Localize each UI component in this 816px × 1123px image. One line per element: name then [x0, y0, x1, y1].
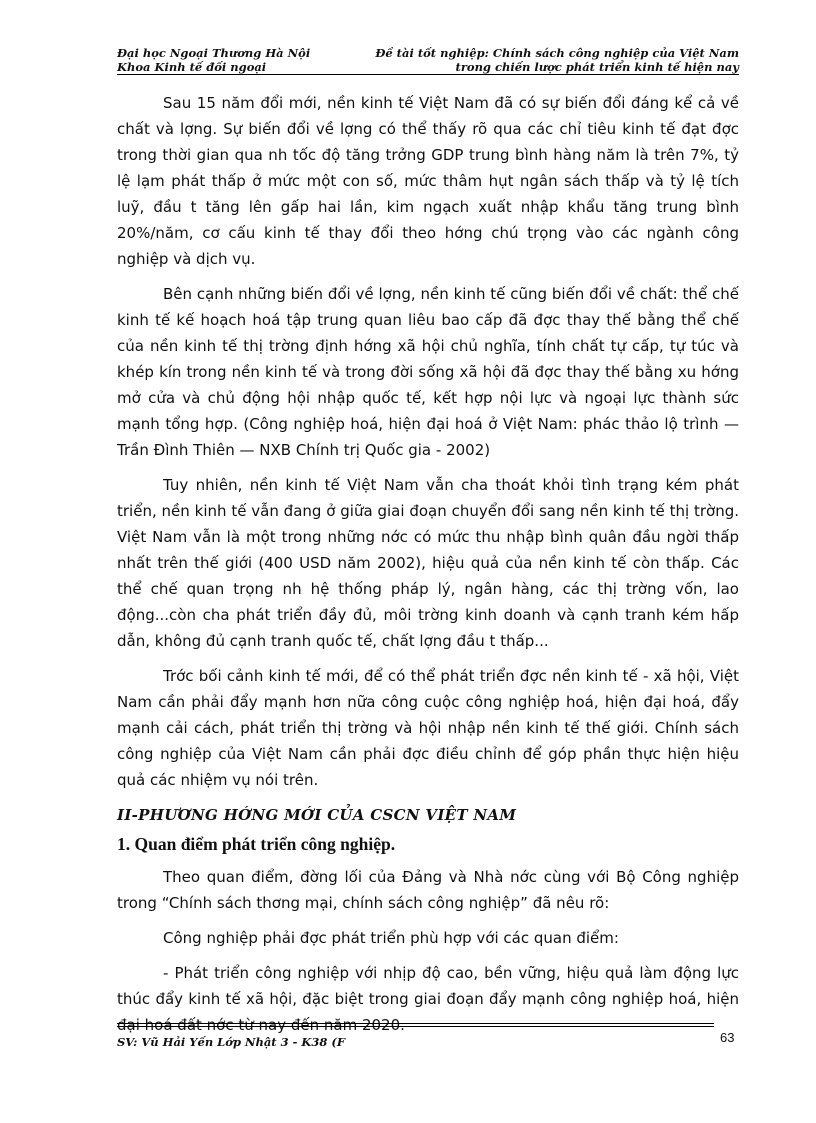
paragraph-2: Bên cạnh những biến đổi về lợng, nền kinh tế cũng biến đổi về chất: thể chế kinh tế kế hoạch hoá tập trung quan liêu bao cấp đã đợc thay thế bằng thể chế của nền kinh tế thị trờng định hớng xã hội chủ nghĩa, tính chất tự cấp, tự túc và khép kín trong nền kinh tế và trong đời sống xã hội đã đợc thay thế bằng xu hớng mở cửa và chủ động hội nhập quốc tế, kết hợp nội lực và ngoại lực thành sức mạnh tổng hợp. (Công nghiệp hoá, hiện đại hoá ở Việt Nam: phác thảo lộ trình — Trần Đình Thiên — NXB Chính trị Quốc gia - 2002) [117, 285, 739, 459]
header-thesis-subtitle: trong chiến lược phát triển kinh tế hiện nay [455, 60, 739, 74]
paragraph-5: Theo quan điểm, đờng lối của Đảng và Nhà nớc cùng với Bộ Công nghiệp trong “Chính sách thơng mại, chính sách công nghiệp” đã nêu rõ: [117, 868, 739, 912]
header-rule [117, 74, 739, 75]
footer-author: SV: Vũ Hải Yến Lớp Nhật 3 - K38 (F [117, 1035, 346, 1049]
paragraph-3: Tuy nhiên, nền kinh tế Việt Nam vẫn cha thoát khỏi tình trạng kém phát triển, nền kinh tế vẫn đang ở giữa giai đoạn chuyển đổi sang nền kinh tế thị trờng. Việt Nam vẫn là một trong những nớc có mức thu nhập bình quân đầu ngời thấp nhất trên thế giới (400 USD năm 2002), hiệu quả của nền kinh tế còn thấp. Các thể chế quan trọng nh hệ thống pháp lý, ngân hàng, các thị trờng vốn, lao động...còn cha phát triển đầy đủ, môi trờng kinh doanh và cạnh tranh kém hấp dẫn, không đủ cạnh tranh quốc tế, chất lợng đầu t thấp... [117, 476, 739, 650]
page-number: 63 [720, 1030, 735, 1045]
header-university: Đại học Ngoại Thương Hà Nội [117, 46, 311, 60]
document-body [117, 90, 739, 1047]
paragraph-1: Sau 15 năm đổi mới, nền kinh tế Việt Nam đã có sự biến đổi đáng kể cả về chất và lợng. Sự biến đổi về lợng có thể thấy rõ qua các chỉ tiêu kinh tế đạt đợc trong thời gian qua nh tốc độ tăng trởng GDP trung bình hàng năm là trên 7%, tỷ lệ lạm phát thấp ở mức một con số, mức thâm hụt ngân sách thấp và tỷ lệ tích luỹ, đầu t tăng lên gấp hai lần, kim ngạch xuất nhập khẩu tăng trung bình 20%/năm, cơ cấu kinh tế thay đổi theo hớng chú trọng vào các ngành công nghiệp và dịch vụ. [117, 94, 739, 268]
section-heading: II-PHƯƠNG HỚNG MỚI CỦA CSCN VIỆT NAM [117, 806, 517, 824]
paragraph-6: Công nghiệp phải đợc phát triển phù hợp với các quan điểm: [163, 929, 619, 947]
paragraph-4: Trớc bối cảnh kinh tế mới, để có thể phát triển đợc nền kinh tế - xã hội, Việt Nam cần phải đẩy mạnh hơn nữa công cuộc công nghiệp hoá, hiện đại hoá, đẩy mạnh cải cách, phát triển thị trờng và hội nhập nền kinh tế thế giới. Chính sách công nghiệp của Việt Nam cần phải đợc điều chỉnh để góp phần thực hiện hiệu quả các nhiệm vụ nói trên. [117, 667, 739, 789]
page-header [117, 46, 739, 76]
header-faculty: Khoa Kinh tế đối ngoại [117, 60, 267, 74]
subsection-heading: 1. Quan điểm phát triển công nghiệp. [117, 834, 396, 854]
footer-rule [117, 1023, 714, 1029]
paragraph-7: - Phát triển công nghiệp với nhịp độ cao, bền vững, hiệu quả làm động lực thúc đẩy kinh tế xã hội, đặc biệt trong giai đoạn đẩy mạnh công nghiệp hoá, hiện đại hoá đất nớc từ nay đến năm 2020. [117, 964, 739, 1034]
header-thesis-title: Đề tài tốt nghiệp: Chính sách công nghiệp của Việt Nam [375, 46, 739, 60]
